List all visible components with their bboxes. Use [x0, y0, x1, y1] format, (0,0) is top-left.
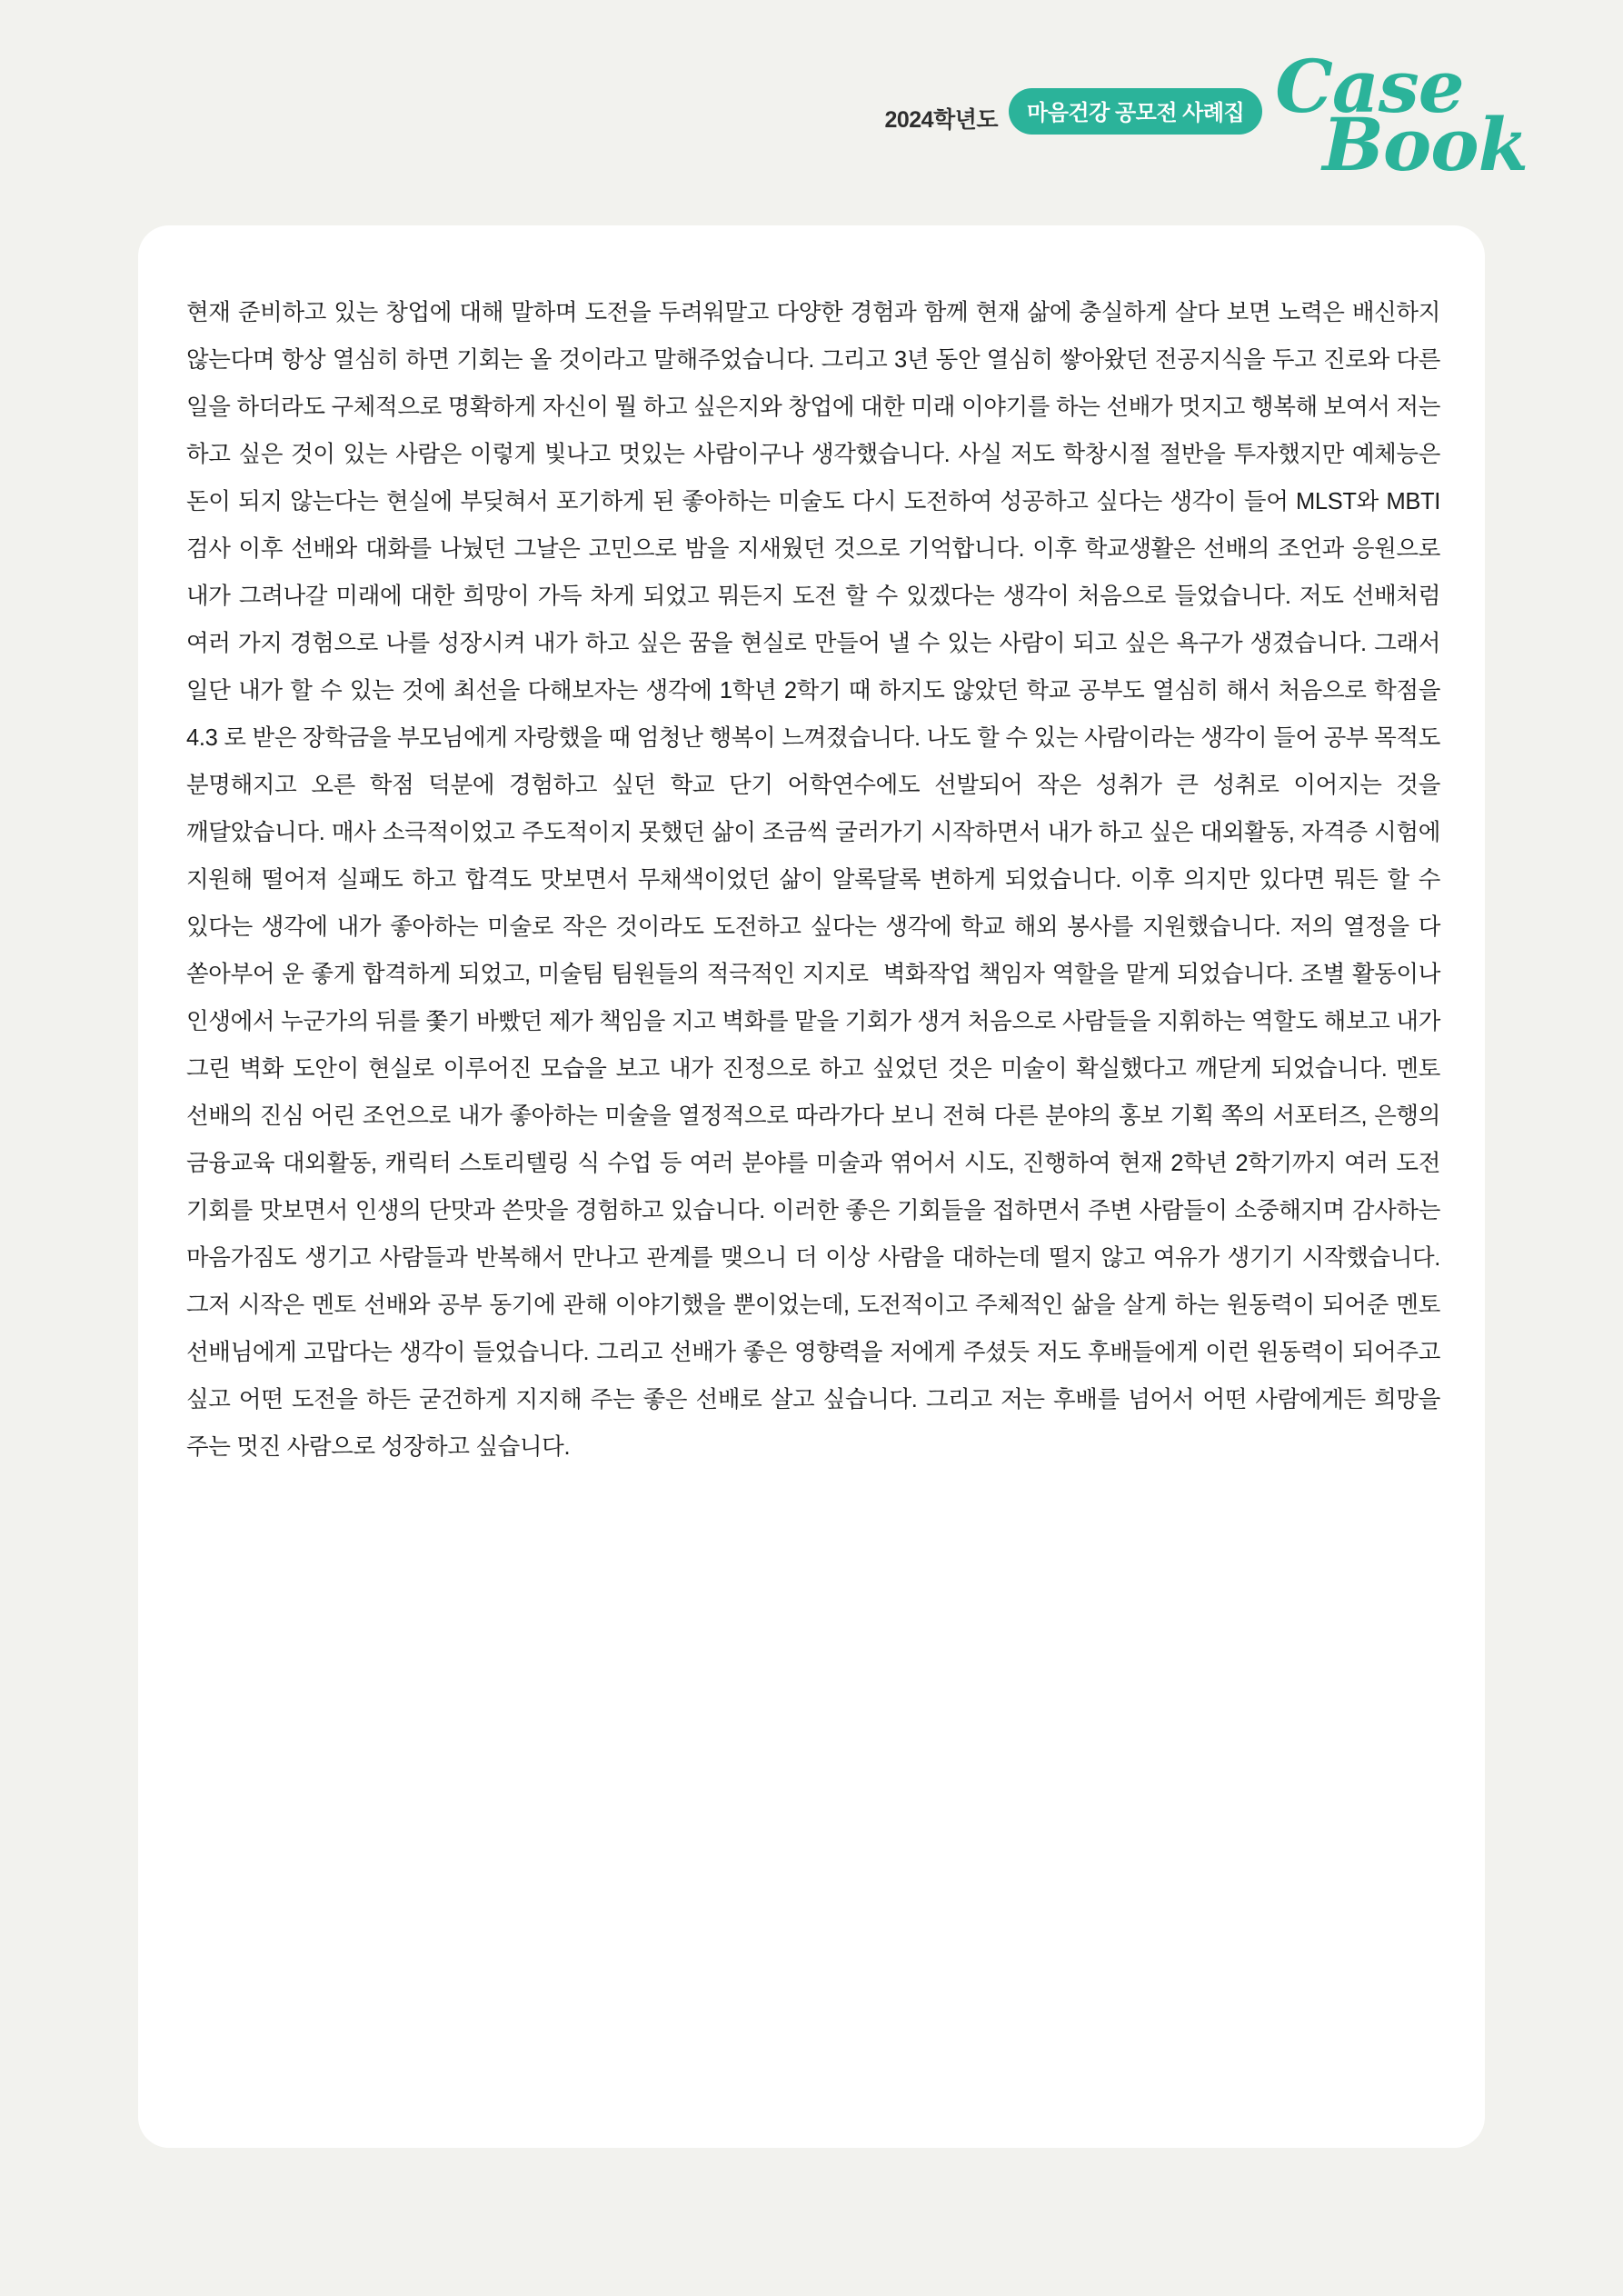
essay-body-text: 현재 준비하고 있는 창업에 대해 말하며 도전을 두려워말고 다양한 경험과 함께 현재 삶에 충실하게 살다 보면 노력은 배신하지 않는다며 항상 열심히 하면 기회는 올 것이라고 말해주었습니다. 그리고 3년 동안 열심히 쌓아왔던 전공지식을 두고 진로와 다른 일을 하더라도 구체적으로 명확하게 자신이 뭘 하고 싶은지와 창업에 대한 미래 이야기를 하는 선배가 멋지고 행복해 보여서 저는 하고 싶은 것이 있는 사람은 이렇게 빛나고 멋있는 사람이구나 생각했습니다. 사실 저도 학창시절 절반을 투자했지만 예체능은 돈이 되지 않는다는 현실에 부딪혀서 포기하게 된 좋아하는 미술도 다시 도전하여 성공하고 싶다는 생각이 들어 MLST와 MBTI 검사 이후 선배와 대화를 나눴던 그날은 고민으로 밤을 지새웠던 것으로 기억합니다. 이후 학교생활은 선배의 조언과 응원으로 내가 그려나갈 미래에 대한 희망이 가득 차게 되었고 뭐든지 도전 할 수 있겠다는 생각이 처음으로 들었습니다. 저도 선배처럼 여러 가지 경험으로 나를 성장시켜 내가 하고 싶은 꿈을 현실로 만들어 낼 수 있는 사람이 되고 싶은 욕구가 생겼습니다. 그래서 일단 내가 할 수 있는 것에 최선을 다해보자는 생각에 1학년 2학기 때 하지도 않았던 학교 공부도 열심히 해서 처음으로 학점을 4.3 로 받은 장학금을 부모님에게 자랑했을 때 엄청난 행복이 느껴졌습니다. 나도 할 수 있는 사람이라는 생각이 들어 공부 목적도 분명해지고 오른 학점 덕분에 경험하고 싶던 학교 단기 어학연수에도 선발되어 작은 성취가 큰 성취로 이어지는 것을 깨달았습니다. 매사 소극적이었고 주도적이지 못했던 삶이 조금씩 굴러가기 시작하면서 내가 하고 싶은 대외활동, 자격증 시험에 지원해 떨어져 실패도 하고 합격도 맛보면서 무채색이었던 삶이 알록달록 변하게 되었습니다. 이후 의지만 있다면 뭐든 할 수 있다는 생각에 내가 좋아하는 미술로 작은 것이라도 도전하고 싶다는 생각에 학교 해외 봉사를 지원했습니다. 저의 열정을 다 쏟아부어 운 좋게 합격하게 되었고, 미술팀 팀원들의 적극적인 지지로 벽화작업 책임자 역할을 맡게 되었습니다. 조별 활동이나 인생에서 누군가의 뒤를 쫓기 바빴던 제가 책임을 지고 벽화를 맡을 기회가 생겨 처음으로 사람들을 지휘하는 역할도 해보고 내가 그린 벽화 도안이 현실로 이루어진 모습을 보고 내가 진정으로 하고 싶었던 것은 미술이 확실했다고 깨닫게 되었습니다. 멘토 선배의 진심 어린 조언으로 내가 좋아하는 미술을 열정적으로 따라가다 보니 전혀 다른 분야의 홍보 기획 쪽의 서포터즈, 은행의 금융교육 대외활동, 캐릭터 스토리텔링 식 수업 등 여러 분야를 미술과 엮어서 시도, 진행하여 현재 2학년 2학기까지 여러 도전 기회를 맛보면서 인생의 단맛과 쓴맛을 경험하고 있습니다. 이러한 좋은 기회들을 접하면서 주변 사람들이 소중해지며 감사하는 마음가짐도 생기고 사람들과 반복해서 만나고 관계를 맺으니 더 이상 사람을 대하는데 떨지 않고 여유가 생기기 시작했습니다. 그저 시작은 멘토 선배와 공부 동기에 관해 이야기했을 뿐이었는데, 도전적이고 주체적인 삶을 살게 하는 원동력이 되어준 멘토 선배님에게 고맙다는 생각이 들었습니다. 그리고 선배가 좋은 영향력을 저에게 주셨듯 저도 후배들에게 이런 원동력이 되어주고 싶고 어떤 도전을 하든 굳건하게 지지해 주는 좋은 선배로 살고 싶습니다. 그리고 저는 후배를 넘어서 어떤 사람에게든 희망을 주는 멋진 사람으로 성장하고 싶습니다. [186, 299, 1447, 1460]
document-header [884, 44, 1528, 188]
contest-title-badge: 마음건강 공모전 사례집 [1009, 88, 1262, 135]
casebook-logo-line2: Book [1322, 102, 1528, 188]
casebook-logo-line1: Case [1275, 44, 1464, 129]
content-card [138, 225, 1485, 2148]
header-label-group [884, 88, 1262, 144]
casebook-logo [1275, 44, 1528, 188]
academic-year-label: 2024학년도 [884, 106, 999, 133]
